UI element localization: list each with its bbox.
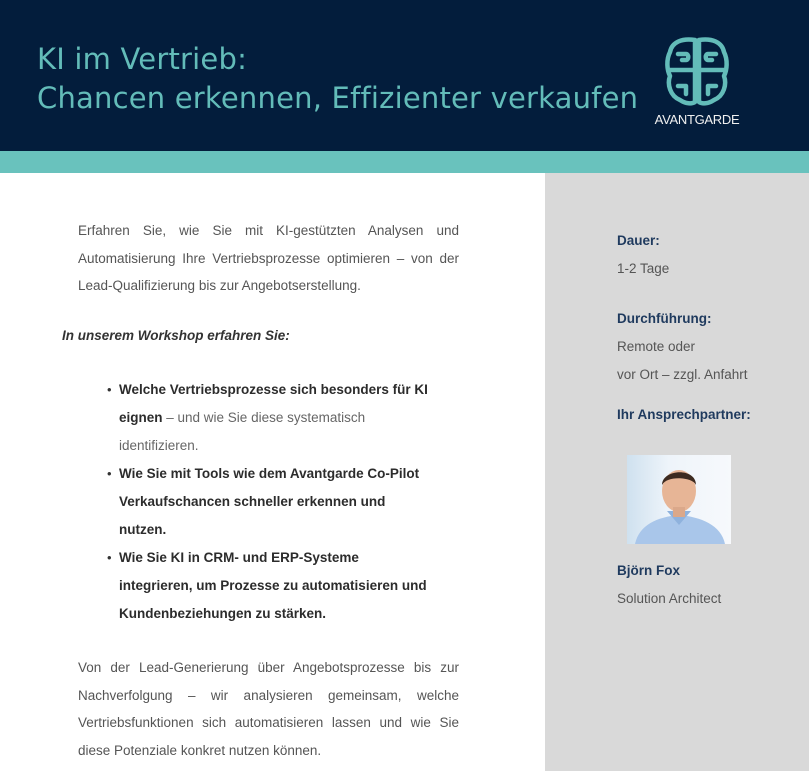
header-banner — [0, 0, 809, 151]
intro-paragraph: Erfahren Sie, wie Sie mit KI-gestützten Analysen und Automatisierung Ihre Vertriebsprozesse optimieren – von der Lead-Qualifizierung bis zur Angebotserstellung. — [78, 223, 459, 293]
title-line-1: KI im Vertrieb: — [37, 42, 248, 76]
contact-name: Björn Fox — [617, 563, 680, 578]
bullet-icon: • — [107, 382, 112, 397]
contact-photo — [627, 455, 731, 544]
accent-band — [0, 151, 809, 173]
benefits-list — [106, 376, 436, 628]
list-item — [106, 544, 436, 628]
format-label: Durchführung: — [617, 311, 712, 326]
outro-paragraph: Von der Lead-Generierung über Angebotsprozesse bis zur Nachverfolgung – wir analysieren gemeinsam, welche Vertriebsfunktionen sich automatisieren lassen und wie Sie diese Potenziale konkret nutzen können. — [78, 660, 459, 758]
format-value-line-1: Remote oder — [617, 339, 696, 354]
logo-wordmark: AVANTGARDE — [654, 112, 740, 127]
workshop-subheading: In unserem Workshop erfahren Sie: — [62, 328, 290, 343]
info-sidebar — [545, 173, 809, 771]
format-value-line-2: vor Ort – zzgl. Anfahrt — [617, 367, 748, 382]
avantgarde-logo — [653, 36, 741, 132]
main-content — [0, 173, 545, 771]
bullet-icon: • — [107, 550, 112, 565]
bullet-strong-text: Welche Vertriebsprozesse sich besonders für KI eignen — [119, 382, 428, 425]
list-item — [106, 460, 436, 544]
page-title — [37, 40, 638, 118]
duration-label: Dauer: — [617, 233, 660, 248]
list-item — [106, 376, 436, 460]
person-portrait-icon — [627, 455, 731, 544]
brain-icon — [664, 36, 730, 108]
bullet-icon: • — [107, 466, 112, 481]
bullet-light-text: – und wie Sie diese systematisch identifizieren. — [119, 410, 366, 453]
contact-role: Solution Architect — [617, 591, 722, 606]
bullet-strong-text: Wie Sie KI in CRM- und ERP-Systeme integrieren, um Prozesse zu automatisieren und Kundenbeziehungen zu stärken. — [119, 550, 427, 621]
duration-value: 1-2 Tage — [617, 261, 670, 276]
bullet-strong-text: Wie Sie mit Tools wie dem Avantgarde Co-Pilot Verkaufschancen schneller erkennen und nutzen. — [119, 466, 420, 537]
contact-label: Ihr Ansprechpartner: — [617, 407, 751, 422]
title-line-2: Chancen erkennen, Effizienter verkaufen — [37, 81, 639, 115]
